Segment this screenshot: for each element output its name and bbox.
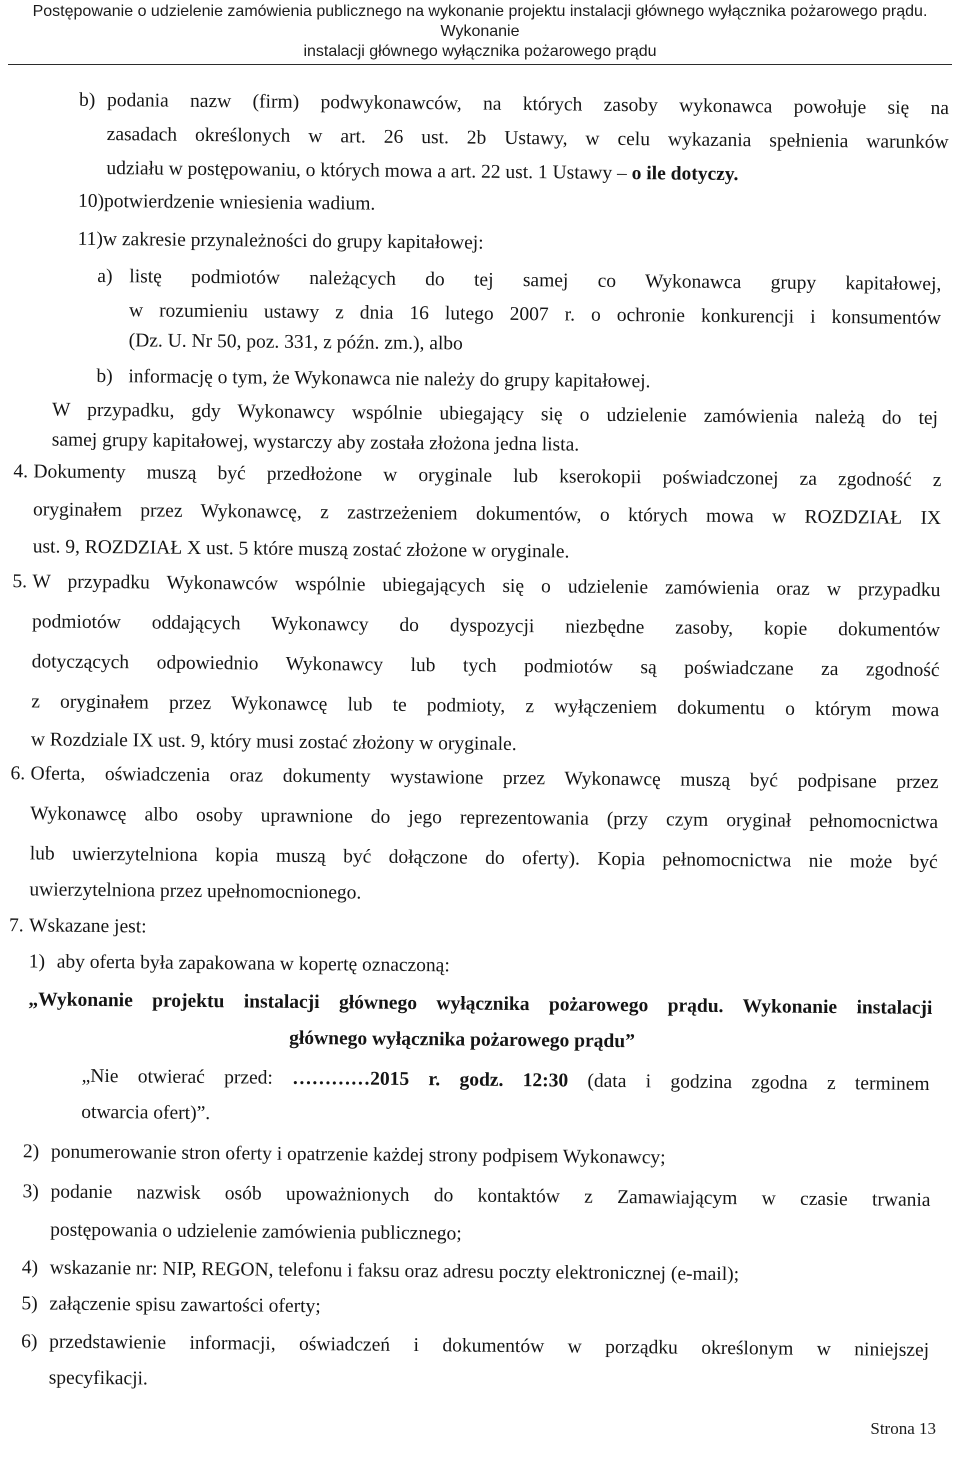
bold-note: o ile dotyczy. xyxy=(631,163,739,186)
paragraph-line: Oferta, oświadczenia oraz dokumenty wystawione przez Wykonawcę muszą być podpisane przez xyxy=(30,763,939,794)
section-number-4: 4. xyxy=(13,461,29,483)
paragraph-line: uwierzytelniona przez upełnomocnionego. xyxy=(29,879,362,904)
paragraph-line: ponumerowanie stron oferty i opatrzenie każdej strony podpisem Wykonawcy; xyxy=(50,1141,666,1169)
header-line-1: Postępowanie o udzielenie zamówienia publicznego na wykonanie projektu instalacji głównego wyłącznika pożarowego prądu. Wykonanie xyxy=(32,3,928,40)
paragraph-line: W przypadku Wykonawców wspólnie ubiegających się o udzielenie zamówienia oraz w przypadku xyxy=(32,571,941,602)
header-line-2: instalacji głównego wyłącznika pożarowego prądu xyxy=(303,43,657,60)
list-label-5: 5) xyxy=(21,1293,38,1315)
list-label-1: 1) xyxy=(28,951,46,973)
text-span: (data i godzina zgodna z terminem xyxy=(587,1070,930,1095)
paragraph-line: załączenie spisu zawartości oferty; xyxy=(49,1293,321,1318)
paragraph-line xyxy=(82,1065,930,1097)
paragraph-line: oryginałem przez Wykonawcę, z zastrzeżeniem dokumentów, o których mowa w ROZDZIAŁ IX xyxy=(33,499,942,530)
list-item-11: 11)w zakresie przynależności do grupy kapitałowej: xyxy=(77,228,484,254)
list-label-2: 2) xyxy=(22,1141,40,1163)
page-number: Strona 13 xyxy=(870,1419,936,1438)
paragraph-line: Wykonawcę albo osoby uprawnione do jego reprezentowania (przy czym oryginał pełnomocnictwa xyxy=(30,803,939,834)
envelope-title-line: „Wykonanie projektu instalacji głównego wyłącznika pożarowego prądu. Wykonanie instalacji xyxy=(28,989,933,1019)
paragraph-line: Dokumenty muszą być przedłożone w oryginale lub kserokopii poświadczonej za zgodność z xyxy=(33,461,942,492)
list-label-b: b) xyxy=(96,365,113,388)
section-number-5: 5. xyxy=(12,571,28,593)
list-label-6: 6) xyxy=(21,1331,38,1353)
paragraph-line: podmiotów oddających Wykonawcy do dyspozycji niezbędne zasoby, kopie dokumentów xyxy=(31,611,941,642)
paragraph-line: ust. 9, ROZDZIAŁ X ust. 5 które muszą zostać złożone w oryginale. xyxy=(32,536,570,563)
paragraph-line: w rozumieniu ustawy z dnia 16 lutego 2007 r. o ochronie konkurencji i konsumentów xyxy=(128,300,942,330)
paragraph-line: przedstawienie informacji, oświadczeń i dokumentów w porządku określonym w niniejszej xyxy=(49,1331,930,1361)
paragraph-line: samej grupy kapitałowej, wystarczy aby została złożona jedna lista. xyxy=(51,429,580,456)
paragraph-line: listę podmiotów należących do tej samej co Wykonawca grupy kapitałowej, xyxy=(129,266,942,296)
paragraph-line: w Rozdziale IX ust. 9, który musi zostać złożony w oryginale. xyxy=(30,729,517,755)
list-item-10: 10)potwierdzenie wniesienia wadium. xyxy=(77,190,376,215)
paragraph-line: z oryginałem przez Wykonawcę lub te podmioty, z wyłączeniem dokumentu o którym mowa xyxy=(31,691,940,722)
paragraph-line: aby oferta była zapakowana w kopertę oznaczoną: xyxy=(56,951,450,977)
paragraph-line: dotyczących odpowiednio Wykonawcy lub tych podmiotów są poświadczane za zgodność xyxy=(31,651,940,682)
paragraph-line: podania nazw (firm) podwykonawców, na których zasoby wykonawca powołuje się na xyxy=(106,90,950,120)
list-label-a: a) xyxy=(97,265,113,288)
opening-date: …………2015 r. godz. 12:30 xyxy=(292,1067,569,1092)
list-label-4: 4) xyxy=(21,1257,39,1279)
paragraph-line: W przypadku, gdy Wykonawcy wspólnie ubiegający się o udzielenie zamówienia należą do tej xyxy=(51,399,939,430)
section-number-7: 7. xyxy=(9,915,24,937)
paragraph-line: otwarcia ofert)”. xyxy=(81,1101,211,1125)
paragraph-line: podanie nazwisk osób upoważnionych do kontaktów z Zamawiającym w czasie trwania xyxy=(50,1181,931,1211)
list-label-b: b) xyxy=(78,89,96,111)
paragraph-line xyxy=(106,157,738,187)
paragraph-line: informację o tym, że Wykonawca nie należy do grupy kapitałowej. xyxy=(128,366,651,393)
list-label-3: 3) xyxy=(22,1181,39,1203)
paragraph-line: (Dz. U. Nr 50, poz. 331, z późn. zm.), albo xyxy=(128,330,463,355)
paragraph-line: Wskazane jest: xyxy=(29,915,147,938)
paragraph-line: wskazanie nr: NIP, REGON, telefonu i faksu oraz adresu poczty elektronicznej (e-mail); xyxy=(49,1257,740,1286)
paragraph-line: specyfikacji. xyxy=(48,1367,148,1390)
paragraph-line: lub uwierzytelniona kopia muszą być dołączone do oferty). Kopia pełnomocnictwa nie może być xyxy=(29,843,938,874)
paragraph-line: zasadach określonych w art. 26 ust. 2b Ustawy, w celu wykazania spełnienia warunków xyxy=(106,124,949,154)
section-number-6: 6. xyxy=(10,763,26,785)
envelope-title-line: głównego wyłącznika pożarowego prądu” xyxy=(289,1027,636,1053)
text-span: „Nie otwierać przed: xyxy=(81,1065,273,1089)
paragraph-line: postępowania o udzielenie zamówienia publicznego; xyxy=(50,1219,462,1245)
text-span: udziału w postępowaniu, o których mowa a art. 22 ust. 1 Ustawy – xyxy=(106,158,627,185)
